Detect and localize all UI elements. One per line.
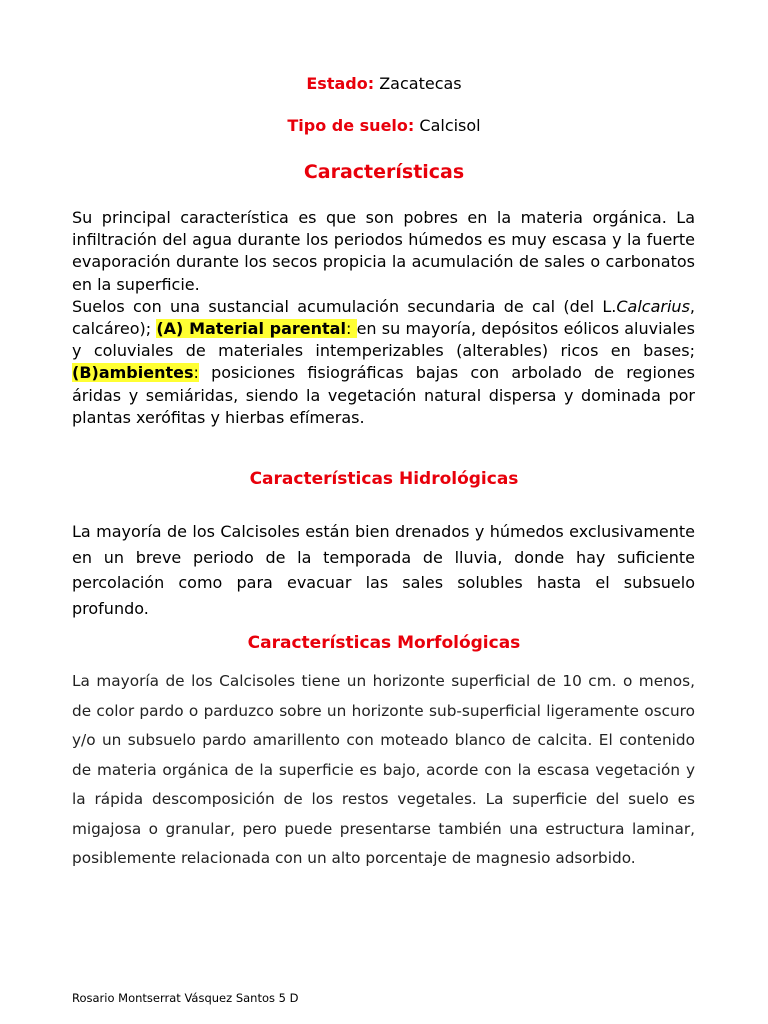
paragraph-hidrologicas: La mayoría de los Calcisoles están bien drenados y húmedos exclusivamente en un breve periodo de la temporada de lluvia, donde hay suficiente percolación como para evacuar las sales solubles hasta el subsuelo profundo.	[72, 522, 695, 618]
highlight-text: (B)ambientes	[72, 363, 194, 383]
heading-morfologicas: Características Morfológicas	[247, 633, 521, 653]
highlight-text: (A) Material parental	[156, 319, 346, 339]
paragraph-caracteristicas-part-a: Su principal característica es que son pobres en la materia orgánica. La infiltración del agua durante los periodos húmedos es muy escasa y la fuerte evaporación durante los secos propicia la acumulación de sales o carbonatos en la superficie.	[72, 208, 695, 294]
highlight-colon: :	[193, 363, 199, 383]
estado-value: Zacatecas	[379, 74, 462, 93]
tipo-suelo-line	[0, 116, 768, 136]
text-segment: en su mayoría, depósitos eólicos aluviales y coluviales de materiales intemperizables (alterables) ricos en bases;	[72, 319, 695, 361]
text-segment: posiciones fisiográficas bajas con arbolado de regiones áridas y semiáridas, siendo la vegetación natural dispersa y dominada por plantas xerófitas y hierbas efímeras.	[72, 363, 695, 427]
text-segment: Suelos con una sustancial acumulación secundaria de cal (del L.	[72, 296, 617, 316]
highlight-ambientes	[72, 363, 199, 382]
highlight-material-parental	[156, 319, 356, 338]
estado-line	[0, 74, 768, 94]
paragraph-morfologicas: La mayoría de los Calcisoles tiene un horizonte superficial de 10 cm. o menos, de color pardo o parduzco sobre un horizonte sub-superficial ligeramente oscuro y/o un subsuelo pardo amarillento con moteado blanco de calcita. El contenido de materia orgánica de la superficie es bajo, acorde con la escasa vegetación y la rápida descomposición de los restos vegetales. La superficie del suelo es migajosa o granular, pero puede presentarse también una estructura laminar, posiblemente relacionada con un alto porcentaje de magnesio adsorbido.	[72, 672, 695, 867]
highlight-colon: :	[345, 319, 357, 339]
italic-term: Calcarius	[616, 296, 690, 316]
tipo-suelo-label: Tipo de suelo:	[287, 116, 415, 135]
paragraph-caracteristicas-part-b	[72, 297, 695, 427]
footer-author: Rosario Montserrat Vásquez Santos 5 D	[72, 991, 299, 1005]
text-segment: , calcáreo);	[72, 296, 695, 339]
tipo-suelo-value: Calcisol	[419, 116, 481, 135]
heading-hidrologicas: Características Hidrológicas	[249, 469, 519, 489]
estado-label: Estado:	[306, 74, 375, 93]
heading-caracteristicas: Características	[303, 161, 465, 183]
paragraph-caracteristicas	[72, 207, 695, 429]
